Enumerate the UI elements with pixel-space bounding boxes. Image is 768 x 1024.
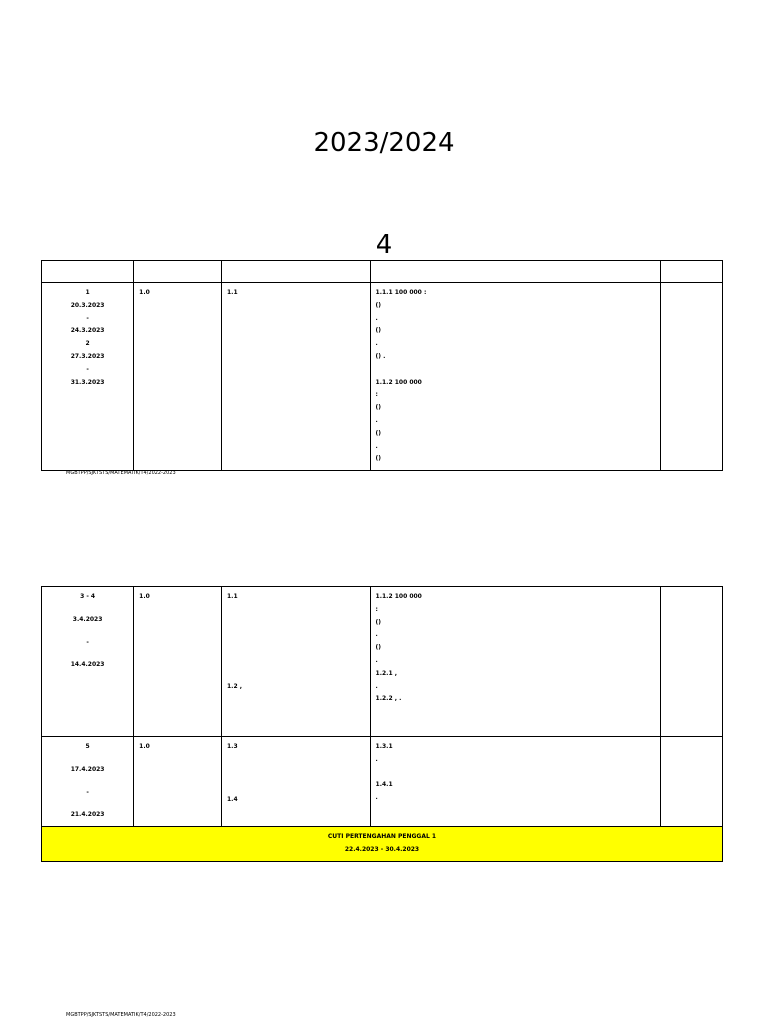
text-line: - bbox=[86, 788, 89, 796]
week-cell bbox=[42, 587, 134, 737]
unit-cell bbox=[134, 283, 222, 471]
header-learning-standard bbox=[370, 261, 661, 283]
text-line bbox=[376, 364, 656, 377]
learning-standard-cell bbox=[370, 737, 661, 827]
text-line: . bbox=[375, 442, 378, 450]
text-line: 2 bbox=[85, 340, 90, 348]
text-line: 24.3.2023 bbox=[70, 327, 105, 335]
unit-cell bbox=[134, 737, 222, 827]
content-standard-cell bbox=[222, 587, 371, 737]
week-cell bbox=[42, 283, 134, 471]
text-line bbox=[376, 767, 656, 780]
text-line: () bbox=[375, 301, 382, 309]
text-line: . bbox=[375, 755, 378, 763]
lesson-plan-table-2 bbox=[41, 586, 723, 862]
page-footer: MGBTPP/SJKTSTS/MATEMATIK/T4/2022-2023 bbox=[66, 470, 176, 476]
text-line: 1.4.1 bbox=[375, 781, 393, 789]
text-line: 21.4.2023 bbox=[70, 811, 105, 819]
unit-cell bbox=[134, 587, 222, 737]
header-content-standard bbox=[222, 261, 371, 283]
text-line: 1.2.2 , . bbox=[375, 695, 402, 703]
text-line: 1.1 bbox=[227, 593, 238, 600]
text-line: 1.0 bbox=[139, 743, 150, 750]
text-line: . bbox=[375, 656, 378, 664]
learning-standard-cell bbox=[370, 283, 661, 471]
text-line: 17.4.2023 bbox=[70, 765, 105, 773]
notes-cell bbox=[661, 587, 723, 737]
text-line: 14.4.2023 bbox=[70, 661, 105, 669]
title-line-2: 2023/2024 bbox=[313, 128, 455, 158]
text-line: 1.0 bbox=[139, 289, 150, 296]
page-footer: MGBTPP/SJKTSTS/MATEMATIK/T4/2022-2023 bbox=[66, 1012, 176, 1018]
text-line: 1 bbox=[85, 289, 90, 296]
title-line-4: 4 bbox=[375, 230, 393, 260]
text-line: 1.2.1 , bbox=[375, 669, 397, 677]
text-line: - bbox=[86, 638, 89, 646]
text-line: : bbox=[375, 605, 378, 613]
text-line: 1.1.1 100 000 : bbox=[375, 289, 427, 296]
text-line: : bbox=[375, 391, 378, 399]
holiday-cell bbox=[42, 827, 723, 862]
text-line: () bbox=[375, 644, 382, 652]
text-line: 1.1.2 100 000 bbox=[375, 593, 422, 600]
text-line: 31.3.2023 bbox=[70, 378, 105, 386]
text-line: - bbox=[86, 365, 89, 373]
text-line: 3 - 4 bbox=[80, 593, 96, 600]
text-line: 3.4.2023 bbox=[72, 615, 103, 623]
holiday-row bbox=[42, 827, 723, 862]
text-line: 1.2 , bbox=[227, 682, 242, 690]
table-row bbox=[42, 737, 723, 827]
text-line: . bbox=[375, 794, 378, 802]
content-standard-cell bbox=[222, 283, 371, 471]
text-line bbox=[139, 604, 216, 617]
notes-cell bbox=[661, 737, 723, 827]
text-line: 1.3 bbox=[227, 743, 238, 750]
week-cell bbox=[42, 737, 134, 827]
notes-cell bbox=[661, 283, 723, 471]
text-line: () bbox=[375, 618, 382, 626]
text-line: 1.3.1 bbox=[375, 743, 393, 750]
holiday-label: CUTI PERTENGAHAN PENGGAL 1 bbox=[327, 833, 437, 841]
text-line: - bbox=[86, 314, 89, 322]
text-line: () bbox=[375, 429, 382, 437]
text-line bbox=[139, 300, 216, 313]
text-line: 20.3.2023 bbox=[70, 301, 105, 309]
text-line: 1.0 bbox=[139, 593, 150, 600]
table-row bbox=[42, 283, 723, 471]
text-line: () bbox=[375, 455, 382, 463]
text-line: . bbox=[375, 631, 378, 639]
text-line: . bbox=[375, 682, 378, 690]
text-line: . bbox=[375, 340, 378, 348]
learning-standard-cell bbox=[370, 587, 661, 737]
text-line: 27.3.2023 bbox=[70, 352, 105, 360]
text-line: () . bbox=[375, 352, 386, 360]
text-line: 1.1 bbox=[227, 289, 238, 296]
header-notes bbox=[661, 261, 723, 283]
table-row bbox=[42, 587, 723, 737]
table-header-row bbox=[42, 261, 723, 283]
content-standard-cell bbox=[222, 737, 371, 827]
text-line bbox=[139, 754, 216, 767]
text-line: 1.1.2 100 000 bbox=[375, 378, 422, 386]
text-line: . bbox=[375, 314, 378, 322]
text-line bbox=[227, 694, 365, 707]
holiday-dates: 22.4.2023 - 30.4.2023 bbox=[344, 845, 420, 853]
text-line: 5 bbox=[85, 743, 90, 750]
text-line: () bbox=[375, 327, 382, 335]
text-line: () bbox=[375, 404, 382, 412]
header-unit bbox=[134, 261, 222, 283]
lesson-plan-table-1 bbox=[41, 260, 723, 471]
header-week bbox=[42, 261, 134, 283]
text-line: 1.4 bbox=[227, 795, 238, 803]
text-line: . bbox=[375, 416, 378, 424]
